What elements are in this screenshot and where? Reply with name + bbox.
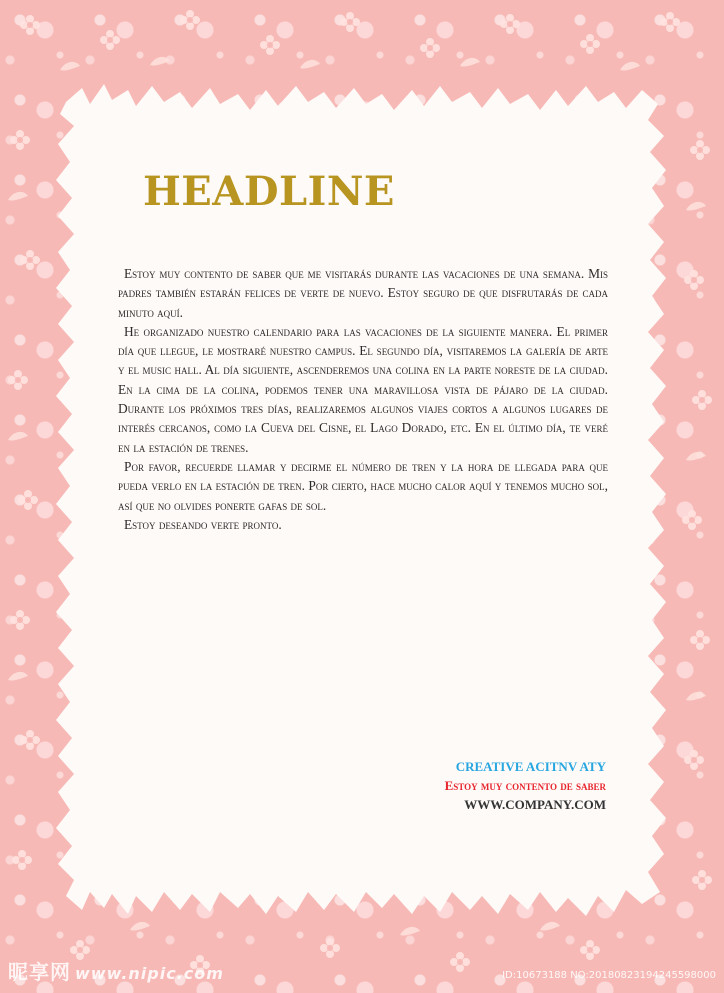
letter-body	[118, 264, 608, 534]
watermark-id: ID:10673188 NO:20180823194245598000	[502, 970, 716, 981]
paragraph: Estoy muy contento de saber que me visitarás durante las vacaciones de una semana. Mis padres también estarán felices de verte de nuevo. Estoy seguro de que disfrutarás de cada minuto aquí.	[118, 266, 608, 320]
paragraph: Por favor, recuerde llamar y decirme el número de tren y la hora de llegada para que pueda verlo en la estación de tren. Por cierto, hace mucho calor aquí y tenemos mucho sol, así que no olvides ponerte gafas de sol.	[118, 458, 608, 513]
footer-website[interactable]: WWW.COMPANY.COM	[464, 797, 606, 812]
watermark-url: www.nipic.com	[75, 964, 224, 983]
footer-subtitle: Estoy muy contento de saber	[444, 778, 606, 793]
watermark-logo-text: 昵享网	[8, 960, 71, 984]
headline: HEADLINE	[143, 168, 395, 215]
paragraph: Estoy deseando verte pronto.	[124, 516, 282, 532]
paragraph: He organizado nuestro calendario para las vacaciones de la siguiente manera. El primer día que llegue, le mostraré nuestro campus. El segundo día, visitaremos la galería de arte y el music hall. Al día siguiente, ascenderemos una colina en la parte noreste de la ciudad. En la cima de la colina, podemos tener una maravillosa vista de pájaro de la ciudad. Durante los próximos tres días, realizaremos algunos viajes cortos a algunos lugares de interés cercanos, como la Cueva del Cisne, el Lago Dorado, etc. En el último día, te veré en la estación de trenes.	[118, 323, 608, 455]
footer-tagline: CREATIVE ACITNV ATY	[455, 759, 606, 774]
footer-block	[445, 757, 606, 814]
watermark-logo	[8, 956, 224, 985]
watermark-bar	[0, 953, 724, 993]
